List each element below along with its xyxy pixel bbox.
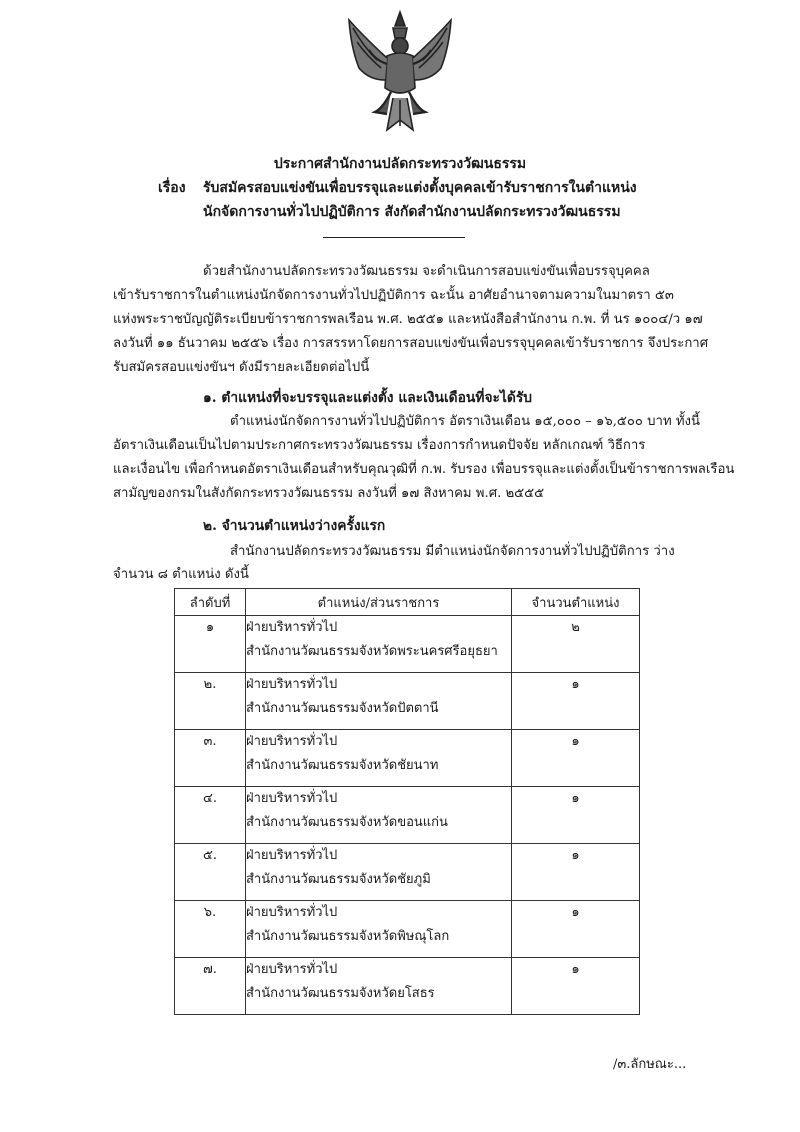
section-1-heading: ๑. ตำแหน่งที่จะบรรจุและแต่งตั้ง และเงินเดือนที่จะได้รับ — [203, 390, 533, 406]
intro-line-1: ด้วยสำนักงานปลัดกระทรวงวัฒนธรรม จะดำเนินการสอบแข่งขันเพื่อบรรจุบุคคล — [203, 264, 650, 279]
row-count: ๑ — [512, 730, 640, 787]
title-divider — [323, 237, 465, 238]
row-unit — [246, 901, 512, 958]
table-row — [175, 616, 640, 673]
section-1-line-2: อัตราเงินเดือนเป็นไปตามประกาศกระทรวงวัฒนธรรม เรื่องการกำหนดปัจจัย หลักเกณฑ์ วิธีการ — [113, 438, 646, 453]
row-number: ๕. — [175, 844, 246, 901]
section-2-line-2: จำนวน ๘ ตำแหน่ง ดังนี้ — [113, 567, 249, 582]
header-position-unit: ตำแหน่ง/ส่วนราชการ — [246, 589, 512, 616]
next-page-reference: /๓.ลักษณะ... — [613, 1057, 687, 1072]
table-row — [175, 787, 640, 844]
row-count: ๑ — [512, 844, 640, 901]
table-row — [175, 673, 640, 730]
row-unit — [246, 958, 512, 1015]
row-office: สำนักงานวัฒนธรรมจังหวัดปัตตานี — [246, 701, 439, 716]
row-unit — [246, 673, 512, 730]
row-number: ๒. — [175, 673, 246, 730]
row-office: สำนักงานวัฒนธรรมจังหวัดยโสธร — [246, 986, 435, 1001]
row-office: สำนักงานวัฒนธรรมจังหวัดชัยนาท — [246, 758, 439, 773]
intro-line-2: เข้ารับราชการในตำแหน่งนักจัดการงานทั่วไปปฏิบัติการ ฉะนั้น อาศัยอำนาจตามความในมาตรา ๕๓ — [113, 288, 674, 303]
row-unit — [246, 787, 512, 844]
row-division: ฝ่ายบริหารทั่วไป — [246, 677, 338, 692]
row-number: ๓. — [175, 730, 246, 787]
garuda-emblem-icon — [335, 8, 465, 136]
row-unit — [246, 730, 512, 787]
row-office: สำนักงานวัฒนธรรมจังหวัดพระนครศรีอยุธยา — [246, 644, 498, 659]
table-row — [175, 730, 640, 787]
header-order: ลำดับที่ — [175, 589, 246, 616]
row-division: ฝ่ายบริหารทั่วไป — [246, 848, 338, 863]
section-1-line-1: ตำแหน่งนักจัดการงานทั่วไปปฏิบัติการ อัตราเงินเดือน ๑๕,๐๐๐ – ๑๖,๕๐๐ บาท ทั้งนี้ — [230, 414, 700, 429]
row-number: ๔. — [175, 787, 246, 844]
intro-line-4: ลงวันที่ ๑๑ ธันวาคม ๒๕๕๖ เรื่อง การสรรหาโดยการสอบแข่งขันเพื่อบรรจุบุคคลเข้ารับราชการ จึงประกาศ — [113, 336, 709, 351]
row-number: ๑ — [175, 616, 246, 673]
table-row — [175, 901, 640, 958]
row-count: ๑ — [512, 958, 640, 1015]
intro-line-5: รับสมัครสอบแข่งขันฯ ดังมีรายละเอียดต่อไปนี้ — [113, 360, 370, 375]
table-row — [175, 844, 640, 901]
row-count: ๑ — [512, 901, 640, 958]
row-unit — [246, 616, 512, 673]
row-number: ๗. — [175, 958, 246, 1015]
subject-line-1: รับสมัครสอบแข่งขันเพื่อบรรจุและแต่งตั้งบุคคลเข้ารับราชการในตำแหน่ง — [203, 180, 637, 196]
announcement-title: ประกาศสำนักงานปลัดกระทรวงวัฒนธรรม — [273, 156, 527, 172]
row-number: ๖. — [175, 901, 246, 958]
row-count: ๑ — [512, 673, 640, 730]
row-division: ฝ่ายบริหารทั่วไป — [246, 791, 338, 806]
row-division: ฝ่ายบริหารทั่วไป — [246, 734, 338, 749]
row-division: ฝ่ายบริหารทั่วไป — [246, 962, 338, 977]
section-2-line-1: สำนักงานปลัดกระทรวงวัฒนธรรม มีตำแหน่งนักจัดการงานทั่วไปปฏิบัติการ ว่าง — [230, 544, 675, 559]
section-1-line-3: และเงื่อนไข เพื่อกำหนดอัตราเงินเดือนสำหรับคุณวุฒิที่ ก.พ. รับรอง เพื่อบรรจุและแต่งตั้งเป็นข้าราชการพลเรือน — [113, 462, 735, 477]
header-count: จำนวนตำแหน่ง — [512, 589, 640, 616]
section-2-heading: ๒. จำนวนตำแหน่งว่างครั้งแรก — [203, 518, 386, 534]
row-office: สำนักงานวัฒนธรรมจังหวัดพิษณุโลก — [246, 929, 450, 944]
subject-line-2: นักจัดการงานทั่วไปปฏิบัติการ สังกัดสำนักงานปลัดกระทรวงวัฒนธรรม — [203, 204, 621, 220]
table-row — [175, 958, 640, 1015]
row-office: สำนักงานวัฒนธรรมจังหวัดขอนแก่น — [246, 815, 448, 830]
positions-table — [174, 588, 640, 1015]
row-division: ฝ่ายบริหารทั่วไป — [246, 620, 338, 635]
subject-label: เรื่อง — [158, 180, 186, 196]
row-count: ๑ — [512, 787, 640, 844]
row-division: ฝ่ายบริหารทั่วไป — [246, 905, 338, 920]
row-unit — [246, 844, 512, 901]
row-office: สำนักงานวัฒนธรรมจังหวัดชัยภูมิ — [246, 872, 431, 887]
row-count: ๒ — [512, 616, 640, 673]
table-header-row — [175, 589, 640, 616]
section-1-line-4: สามัญของกรมในสังกัดกระทรวงวัฒนธรรม ลงวันที่ ๑๗ สิงหาคม พ.ศ. ๒๕๕๕ — [113, 486, 545, 501]
intro-line-3: แห่งพระราชบัญญัติระเบียบข้าราชการพลเรือน พ.ศ. ๒๕๕๑ และหนังสือสำนักงาน ก.พ. ที่ นร ๑๐๐๔/ว ๑๗ — [113, 312, 703, 327]
